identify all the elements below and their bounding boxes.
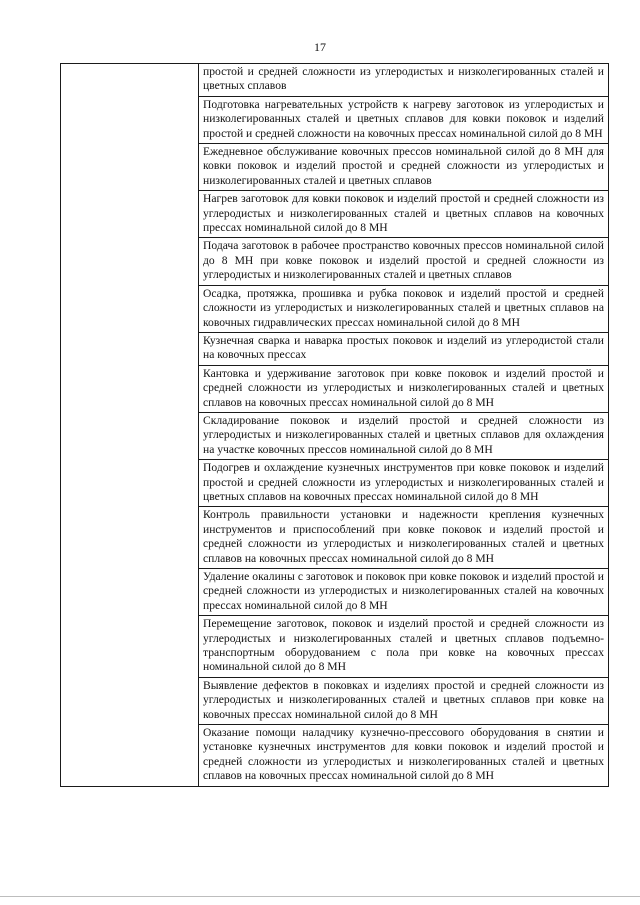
action-cell (199, 616, 609, 678)
action-text: Кузнечная сварка и наварка простых поковок и изделий из углеродистой стали на ковочных прессах (203, 333, 604, 362)
action-cell (199, 725, 609, 787)
table-body (61, 64, 609, 787)
action-text: Выявление дефектов в поковках и изделиях простой и средней сложности из углеродистых и низколегированных сталей и цветных сплавов при ковке на ковочных прессах номинальной силой до 8 МН (203, 678, 604, 721)
action-text: Нагрев заготовок для ковки поковок и изделий простой и средней сложности из углеродистых и низколегированных сталей и цветных сплавов на ковочных прессах номинальной силой до 8 МН (203, 192, 604, 235)
labor-functions-table (60, 63, 609, 787)
action-text: Оказание помощи наладчику кузнечно-прессового оборудования в снятии и установке кузнечных инструментов для ковки поковок и изделий простой и средней сложности из углеродистых и низколегированных сталей и цветных сплавов на ковочных прессах номинальной силой до 8 МН (203, 726, 604, 783)
action-cell (199, 144, 609, 191)
action-cell (199, 460, 609, 507)
action-cell (199, 677, 609, 724)
action-text: Контроль правильности установки и надежности крепления кузнечных инструментов и приспособлений при ковке поковок и изделий простой и средней сложности из углеродистых и низколегированных сталей и цветных сплавов на ковочных прессах номинальной силой до 8 МН (203, 508, 604, 565)
page-number: 17 (314, 40, 326, 54)
action-cell (199, 365, 609, 412)
action-text: Подогрев и охлаждение кузнечных инструментов при ковке поковок и изделий простой и средней сложности из углеродистых и низколегированных сталей и цветных сплавов на ковочных прессах номинальной силой до 8 МН (203, 461, 604, 503)
action-cell (199, 507, 609, 569)
action-text: Удаление окалины с заготовок и поковок при ковке поковок и изделий простой и средней сложности из углеродистых и низколегированных сталей на ковочных прессах номинальной силой до 8 МН (203, 570, 604, 612)
action-text: Осадка, протяжка, прошивка и рубка поковок и изделий простой и средней сложности из углеродистых и низколегированных сталей и цветных сплавов на ковочных гидравлических прессах номинальной силой до 8 МН (203, 286, 604, 329)
action-text: Складирование поковок и изделий простой и средней сложности из углеродистых и низколегированных сталей и цветных сплавов для охлаждения на участке ковочных прессов номинальной силой до 8 МН (203, 413, 604, 456)
action-cell (199, 64, 609, 97)
left-empty-cell (61, 64, 199, 787)
page-bottom-rule (0, 896, 640, 897)
action-cell (199, 412, 609, 459)
action-text: Ежедневное обслуживание ковочных прессов номинальной силой до 8 МН для ковки поковок и изделий простой и средней сложности из углеродистых и низколегированных сталей и цветных сплавов (203, 145, 604, 187)
action-cell (199, 569, 609, 616)
action-text: Перемещение заготовок, поковок и изделий простой и средней сложности из углеродистых и низколегированных сталей и цветных сплавов подъемно-транспортным оборудованием с пола при ковке на ковочных прессах номинальной силой до 8 МН (203, 617, 604, 674)
action-cell (199, 332, 609, 365)
action-cell (199, 285, 609, 332)
action-text: простой и средней сложности из углеродистых и низколегированных сталей и цветных сплавов (203, 65, 604, 93)
action-text: Подача заготовок в рабочее пространство ковочных прессов номинальной силой до 8 МН при ковке поковок и изделий простой и средней сложности из углеродистых и низколегированных сталей и цветных сплавов (203, 239, 604, 282)
table-row (61, 64, 609, 97)
action-text: Кантовка и удерживание заготовок при ковке поковок и изделий простой и средней сложности из углеродистых и низколегированных сталей и цветных сплавов на ковочных прессах номинальной силой до 8 МН (203, 366, 604, 409)
action-cell (199, 96, 609, 143)
action-text: Подготовка нагревательных устройств к нагреву заготовок из углеродистых и низколегированных сталей и цветных сплавов для ковки поковок и изделий простой и средней сложности на ковочных прессах номинальной силой до 8 МН (203, 97, 604, 140)
action-cell (199, 238, 609, 285)
action-cell (199, 191, 609, 238)
